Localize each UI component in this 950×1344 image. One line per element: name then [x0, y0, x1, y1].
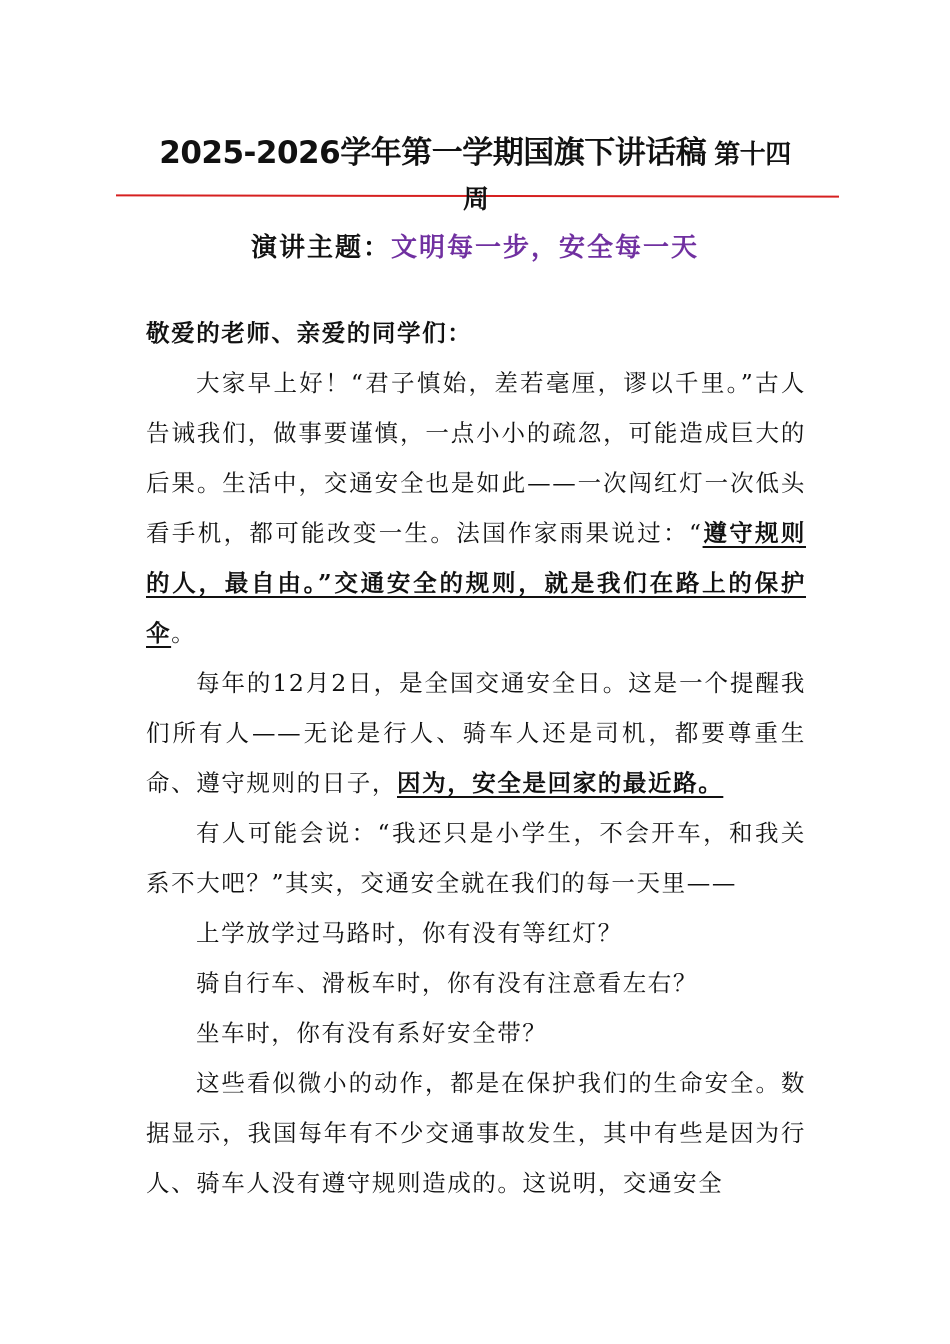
safety-slogan: 因为，安全是回家的最近路。: [397, 769, 724, 797]
salutation: 敬爱的老师、亲爱的同学们：: [146, 319, 473, 347]
title-text: 2025-2026学年第一学期国旗下讲话稿: [159, 135, 707, 171]
page-title: [0, 130, 950, 178]
title-week-continued: 周: [463, 185, 490, 215]
paragraph-4: 这些看似微小的动作，都是在保护我们的生命安全。数据显示，我国每年有不少交通事故发生，其中有些是因为行人、骑车人没有遵守规则造成的。这说明，交通安全: [146, 1069, 806, 1197]
paragraph-2-text: 每年的12月2日，是全国交通安全日。这是一个提醒我们所有人——无论是行人、骑车人还是司机，都要尊重生命、遵守规则的日子，: [146, 669, 806, 797]
paragraph-1: [146, 358, 806, 658]
question-2: 骑自行车、滑板车时，你有没有注意看左右？: [196, 969, 698, 997]
theme-topic: 文明每一步，安全每一天: [391, 233, 700, 263]
paragraph-1-text: 大家早上好！“君子慎始，差若毫厘，谬以千里。”古人告诫我们，做事要谨慎，一点小小的疏忽，可能造成巨大的后果。生活中，交通安全也是如此——一次闯红灯一次低头看手机，都可能改变一生。法国作家雨果说过：“: [146, 369, 806, 547]
theme-label: 演讲主题：: [250, 233, 391, 263]
paragraph-1-end: 。: [171, 619, 197, 647]
hugo-quote: 遵守规则的人，最自由。”交通安全的规则，就是我们在路上的保护伞: [146, 519, 806, 647]
paragraph-3: 有人可能会说：“我还只是小学生，不会开车，和我关系不大吧？”其实，交通安全就在我们的每一天里——: [146, 819, 806, 897]
question-3: 坐车时，你有没有系好安全带？: [196, 1019, 548, 1047]
title-week: 第十四: [714, 140, 791, 170]
speech-body: [146, 308, 806, 1208]
question-1: 上学放学过马路时，你有没有等红灯？: [196, 919, 623, 947]
paragraph-2: [146, 658, 806, 808]
speech-theme: [0, 228, 950, 268]
